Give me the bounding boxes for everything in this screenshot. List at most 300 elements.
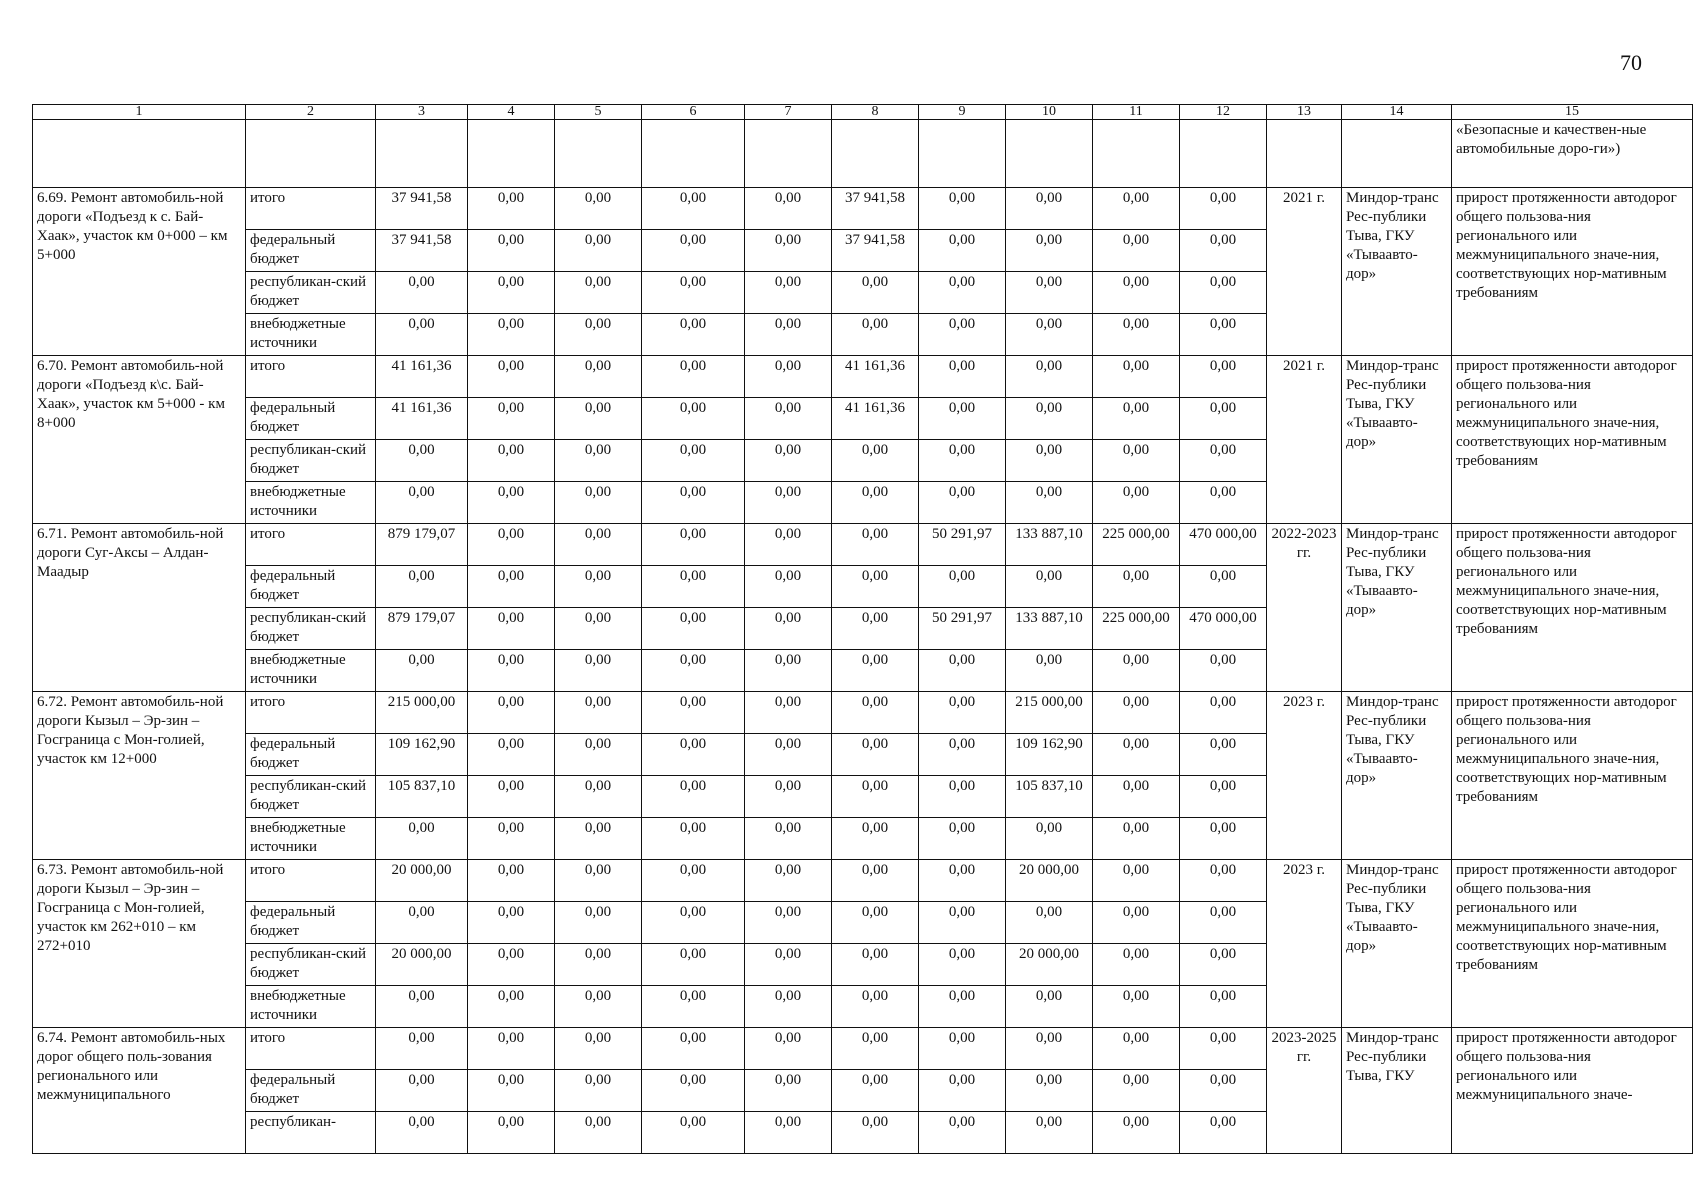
amount-cell: 0,00 — [832, 944, 919, 986]
amount-cell: 0,00 — [832, 482, 919, 524]
amount-cell: 0,00 — [1093, 230, 1180, 272]
amount-cell: 0,00 — [745, 482, 832, 524]
amount-cell: 133 887,10 — [1006, 608, 1093, 650]
funding-source-cell: итого — [246, 860, 376, 902]
amount-cell: 0,00 — [1093, 1112, 1180, 1154]
amount-cell: 0,00 — [745, 566, 832, 608]
amount-cell: 0,00 — [745, 734, 832, 776]
amount-cell: 0,00 — [642, 860, 745, 902]
executor-cell: Миндор-транс Рес-публики Тыва, ГКУ «Тываавто-дор» — [1342, 860, 1452, 1028]
amount-cell: 0,00 — [642, 902, 745, 944]
column-number-6: 6 — [642, 105, 745, 120]
amount-cell: 0,00 — [745, 944, 832, 986]
amount-cell: 0,00 — [919, 230, 1006, 272]
amount-cell: 879 179,07 — [376, 608, 468, 650]
amount-cell: 0,00 — [555, 398, 642, 440]
result-cell: прирост протяженности автодорог общего пользова-ния регионального или межмуниципального значе- — [1452, 1028, 1693, 1154]
amount-cell: 0,00 — [468, 692, 555, 734]
column-number-15: 15 — [1452, 105, 1693, 120]
amount-cell: 109 162,90 — [1006, 734, 1093, 776]
amount-cell: 20 000,00 — [376, 944, 468, 986]
amount-cell: 0,00 — [376, 440, 468, 482]
funding-source-cell: республикан- — [246, 1112, 376, 1154]
amount-cell: 0,00 — [745, 986, 832, 1028]
period-cell: 2021 г. — [1267, 188, 1342, 356]
amount-cell: 0,00 — [919, 1112, 1006, 1154]
amount-cell: 0,00 — [1006, 986, 1093, 1028]
amount-cell: 0,00 — [468, 230, 555, 272]
amount-cell: 0,00 — [555, 860, 642, 902]
amount-cell: 0,00 — [468, 1070, 555, 1112]
amount-cell: 0,00 — [745, 818, 832, 860]
budget-table — [32, 104, 1693, 1154]
amount-cell: 0,00 — [919, 902, 1006, 944]
amount-cell: 225 000,00 — [1093, 608, 1180, 650]
amount-cell: 0,00 — [555, 1070, 642, 1112]
funding-source-cell: итого — [246, 1028, 376, 1070]
amount-cell: 50 291,97 — [919, 524, 1006, 566]
amount-cell: 0,00 — [555, 734, 642, 776]
period-cell: 2023 г. — [1267, 860, 1342, 1028]
amount-cell: 0,00 — [1093, 734, 1180, 776]
funding-source-cell: республикан-ский бюджет — [246, 272, 376, 314]
amount-cell: 0,00 — [832, 440, 919, 482]
amount-cell: 0,00 — [919, 986, 1006, 1028]
amount-cell: 0,00 — [1093, 986, 1180, 1028]
column-number-5: 5 — [555, 105, 642, 120]
amount-cell: 0,00 — [642, 1028, 745, 1070]
amount-cell: 0,00 — [1093, 314, 1180, 356]
amount-cell: 0,00 — [1180, 440, 1267, 482]
amount-cell: 0,00 — [1006, 902, 1093, 944]
amount-cell: 0,00 — [642, 272, 745, 314]
amount-cell: 0,00 — [642, 986, 745, 1028]
result-cell: прирост протяженности автодорог общего пользова-ния регионального или межмуниципального значе-ния, соответствующих нор-мативным требованиям — [1452, 356, 1693, 524]
amount-cell: 0,00 — [1093, 1028, 1180, 1070]
funding-source-cell: республикан-ский бюджет — [246, 608, 376, 650]
project-title-cell: 6.72. Ремонт автомобиль-ной дороги Кызыл – Эр-зин – Госграница с Мон-голией, участок км 12+000 — [33, 692, 246, 860]
period-cell: 2021 г. — [1267, 356, 1342, 524]
amount-cell: 0,00 — [1093, 944, 1180, 986]
executor-cell: Миндор-транс Рес-публики Тыва, ГКУ «Тываавто-дор» — [1342, 356, 1452, 524]
amount-cell: 41 161,36 — [832, 398, 919, 440]
amount-cell: 0,00 — [1093, 1070, 1180, 1112]
amount-cell: 0,00 — [376, 986, 468, 1028]
table-row — [33, 860, 1693, 902]
funding-source-cell: внебюджетные источники — [246, 986, 376, 1028]
amount-cell: 879 179,07 — [376, 524, 468, 566]
table-row — [33, 692, 1693, 734]
funding-source-cell: федеральный бюджет — [246, 230, 376, 272]
funding-source-cell: федеральный бюджет — [246, 902, 376, 944]
amount-cell: 0,00 — [919, 734, 1006, 776]
column-number-11: 11 — [1093, 105, 1180, 120]
amount-cell: 0,00 — [555, 944, 642, 986]
amount-cell: 50 291,97 — [919, 608, 1006, 650]
amount-cell: 0,00 — [1006, 818, 1093, 860]
amount-cell: 0,00 — [468, 440, 555, 482]
amount-cell: 0,00 — [1180, 356, 1267, 398]
amount-cell: 0,00 — [745, 650, 832, 692]
amount-cell: 0,00 — [1180, 986, 1267, 1028]
amount-cell: 0,00 — [468, 734, 555, 776]
amount-cell: 20 000,00 — [1006, 860, 1093, 902]
column-number-4: 4 — [468, 105, 555, 120]
amount-cell: 470 000,00 — [1180, 608, 1267, 650]
period-cell: 2023 г. — [1267, 692, 1342, 860]
amount-cell: 0,00 — [919, 818, 1006, 860]
amount-cell: 0,00 — [1093, 692, 1180, 734]
amount-cell: 0,00 — [1180, 314, 1267, 356]
amount-cell: 0,00 — [555, 230, 642, 272]
amount-cell: 0,00 — [919, 1028, 1006, 1070]
amount-cell: 0,00 — [832, 1070, 919, 1112]
amount-cell: 41 161,36 — [832, 356, 919, 398]
amount-cell: 0,00 — [1093, 272, 1180, 314]
amount-cell: 0,00 — [642, 356, 745, 398]
project-title-cell: 6.74. Ремонт автомобиль-ных дорог общего поль-зования регионального или межмуниципального — [33, 1028, 246, 1154]
amount-cell: 0,00 — [1006, 230, 1093, 272]
table-row — [33, 1028, 1693, 1070]
amount-cell: 0,00 — [642, 1070, 745, 1112]
amount-cell: 0,00 — [642, 818, 745, 860]
amount-cell: 41 161,36 — [376, 356, 468, 398]
amount-cell: 0,00 — [1180, 1028, 1267, 1070]
amount-cell: 0,00 — [468, 524, 555, 566]
amount-cell: 0,00 — [832, 692, 919, 734]
amount-cell: 0,00 — [642, 566, 745, 608]
amount-cell: 0,00 — [1093, 356, 1180, 398]
amount-cell: 0,00 — [555, 650, 642, 692]
funding-source-cell: итого — [246, 524, 376, 566]
amount-cell: 0,00 — [745, 776, 832, 818]
column-number-10: 10 — [1006, 105, 1093, 120]
amount-cell: 0,00 — [1006, 398, 1093, 440]
amount-cell: 0,00 — [1093, 188, 1180, 230]
amount-cell: 0,00 — [376, 902, 468, 944]
amount-cell: 0,00 — [1180, 650, 1267, 692]
amount-cell: 0,00 — [1093, 902, 1180, 944]
amount-cell: 470 000,00 — [1180, 524, 1267, 566]
amount-cell: 0,00 — [555, 902, 642, 944]
amount-cell: 0,00 — [555, 440, 642, 482]
column-number-7: 7 — [745, 105, 832, 120]
amount-cell: 0,00 — [919, 314, 1006, 356]
amount-cell: 0,00 — [745, 272, 832, 314]
amount-cell: 0,00 — [745, 356, 832, 398]
funding-source-cell: республикан-ский бюджет — [246, 944, 376, 986]
amount-cell: 0,00 — [745, 860, 832, 902]
amount-cell: 0,00 — [642, 776, 745, 818]
amount-cell: 0,00 — [1180, 482, 1267, 524]
result-cell: прирост протяженности автодорог общего пользова-ния регионального или межмуниципального значе-ния, соответствующих нор-мативным требованиям — [1452, 692, 1693, 860]
amount-cell: 0,00 — [1180, 188, 1267, 230]
amount-cell: 0,00 — [1006, 482, 1093, 524]
column-number-8: 8 — [832, 105, 919, 120]
project-title-cell: 6.69. Ремонт автомобиль-ной дороги «Подъезд к с. Бай-Хаак», участок км 0+000 – км 5+000 — [33, 188, 246, 356]
amount-cell: 0,00 — [745, 398, 832, 440]
amount-cell: 0,00 — [745, 692, 832, 734]
amount-cell: 0,00 — [555, 272, 642, 314]
amount-cell: 0,00 — [832, 734, 919, 776]
project-title-cell: 6.73. Ремонт автомобиль-ной дороги Кызыл – Эр-зин – Госграница с Мон-голией, участок км 262+010 – км 272+010 — [33, 860, 246, 1028]
amount-cell: 0,00 — [745, 1070, 832, 1112]
amount-cell: 0,00 — [1180, 272, 1267, 314]
amount-cell: 0,00 — [468, 188, 555, 230]
amount-cell: 0,00 — [468, 272, 555, 314]
amount-cell: 0,00 — [555, 608, 642, 650]
amount-cell: 0,00 — [919, 1070, 1006, 1112]
column-number-2: 2 — [246, 105, 376, 120]
amount-cell: 0,00 — [919, 860, 1006, 902]
amount-cell: 0,00 — [468, 1028, 555, 1070]
funding-source-cell: итого — [246, 692, 376, 734]
amount-cell: 0,00 — [468, 944, 555, 986]
amount-cell: 109 162,90 — [376, 734, 468, 776]
amount-cell: 0,00 — [745, 314, 832, 356]
amount-cell: 0,00 — [1006, 1070, 1093, 1112]
amount-cell: 20 000,00 — [1006, 944, 1093, 986]
table-row — [33, 188, 1693, 230]
amount-cell: 133 887,10 — [1006, 524, 1093, 566]
amount-cell: 0,00 — [832, 860, 919, 902]
executor-cell: Миндор-транс Рес-публики Тыва, ГКУ «Тываавто-дор» — [1342, 692, 1452, 860]
amount-cell: 0,00 — [745, 524, 832, 566]
amount-cell: 41 161,36 — [376, 398, 468, 440]
funding-source-cell: республикан-ский бюджет — [246, 776, 376, 818]
result-cell: прирост протяженности автодорог общего пользова-ния регионального или межмуниципального значе-ния, соответствующих нор-мативным требованиям — [1452, 524, 1693, 692]
amount-cell: 0,00 — [555, 1028, 642, 1070]
amount-cell: 0,00 — [745, 1112, 832, 1154]
amount-cell: 0,00 — [919, 398, 1006, 440]
amount-cell: 0,00 — [1180, 776, 1267, 818]
column-number-1: 1 — [33, 105, 246, 120]
amount-cell: 0,00 — [745, 1028, 832, 1070]
amount-cell: 0,00 — [642, 188, 745, 230]
amount-cell: 0,00 — [555, 524, 642, 566]
amount-cell: 37 941,58 — [832, 230, 919, 272]
page-number: 70 — [1620, 50, 1642, 75]
column-number-3: 3 — [376, 105, 468, 120]
amount-cell: 0,00 — [832, 1028, 919, 1070]
amount-cell: 0,00 — [1180, 1112, 1267, 1154]
amount-cell: 0,00 — [745, 188, 832, 230]
amount-cell: 0,00 — [919, 482, 1006, 524]
amount-cell: 0,00 — [832, 986, 919, 1028]
funding-source-cell: внебюджетные источники — [246, 818, 376, 860]
amount-cell: 0,00 — [376, 272, 468, 314]
amount-cell: 0,00 — [832, 1112, 919, 1154]
amount-cell: 20 000,00 — [376, 860, 468, 902]
amount-cell: 0,00 — [1006, 188, 1093, 230]
amount-cell: 105 837,10 — [376, 776, 468, 818]
amount-cell: 0,00 — [1093, 776, 1180, 818]
amount-cell: 0,00 — [1093, 440, 1180, 482]
amount-cell: 0,00 — [468, 356, 555, 398]
amount-cell: 0,00 — [376, 1028, 468, 1070]
amount-cell: 0,00 — [642, 482, 745, 524]
amount-cell: 0,00 — [832, 272, 919, 314]
amount-cell: 0,00 — [642, 608, 745, 650]
amount-cell: 0,00 — [832, 776, 919, 818]
amount-cell: 0,00 — [555, 1112, 642, 1154]
amount-cell: 0,00 — [1006, 314, 1093, 356]
column-number-9: 9 — [919, 105, 1006, 120]
amount-cell: 0,00 — [555, 776, 642, 818]
amount-cell: 0,00 — [642, 398, 745, 440]
funding-source-cell: федеральный бюджет — [246, 566, 376, 608]
amount-cell: 0,00 — [555, 986, 642, 1028]
amount-cell: 0,00 — [832, 566, 919, 608]
amount-cell: 0,00 — [1180, 944, 1267, 986]
amount-cell: 0,00 — [376, 314, 468, 356]
amount-cell: 0,00 — [1093, 398, 1180, 440]
amount-cell: 0,00 — [1093, 650, 1180, 692]
amount-cell: 0,00 — [468, 860, 555, 902]
amount-cell: 0,00 — [468, 314, 555, 356]
amount-cell: 0,00 — [919, 188, 1006, 230]
project-title-cell: 6.70. Ремонт автомобиль-ной дороги «Подъезд к\с. Бай-Хаак», участок км 5+000 - км 8+000 — [33, 356, 246, 524]
amount-cell: 0,00 — [555, 356, 642, 398]
amount-cell: 0,00 — [1006, 1112, 1093, 1154]
amount-cell: 0,00 — [555, 188, 642, 230]
amount-cell: 0,00 — [1180, 902, 1267, 944]
amount-cell: 0,00 — [555, 566, 642, 608]
funding-source-cell: федеральный бюджет — [246, 734, 376, 776]
amount-cell: 0,00 — [832, 818, 919, 860]
funding-source-cell: федеральный бюджет — [246, 398, 376, 440]
amount-cell: 0,00 — [745, 230, 832, 272]
intro-row — [33, 120, 1693, 188]
funding-source-cell: внебюджетные источники — [246, 650, 376, 692]
amount-cell: 0,00 — [642, 524, 745, 566]
amount-cell: 0,00 — [1180, 398, 1267, 440]
amount-cell: 0,00 — [468, 482, 555, 524]
amount-cell: 105 837,10 — [1006, 776, 1093, 818]
column-number-14: 14 — [1342, 105, 1452, 120]
amount-cell: 0,00 — [468, 776, 555, 818]
funding-source-cell: итого — [246, 356, 376, 398]
amount-cell: 0,00 — [468, 818, 555, 860]
funding-source-cell: внебюджетные источники — [246, 314, 376, 356]
amount-cell: 0,00 — [832, 608, 919, 650]
amount-cell: 37 941,58 — [832, 188, 919, 230]
amount-cell: 0,00 — [642, 734, 745, 776]
period-cell: 2023-2025 гг. — [1267, 1028, 1342, 1154]
amount-cell: 0,00 — [919, 566, 1006, 608]
column-number-12: 12 — [1180, 105, 1267, 120]
amount-cell: 215 000,00 — [376, 692, 468, 734]
amount-cell: 0,00 — [376, 650, 468, 692]
funding-source-cell: итого — [246, 188, 376, 230]
amount-cell: 0,00 — [745, 902, 832, 944]
amount-cell: 0,00 — [468, 566, 555, 608]
executor-cell: Миндор-транс Рес-публики Тыва, ГКУ — [1342, 1028, 1452, 1154]
amount-cell: 0,00 — [1006, 650, 1093, 692]
amount-cell: 0,00 — [376, 1112, 468, 1154]
amount-cell: 0,00 — [468, 986, 555, 1028]
amount-cell: 0,00 — [745, 440, 832, 482]
amount-cell: 0,00 — [642, 440, 745, 482]
amount-cell: 0,00 — [642, 650, 745, 692]
funding-source-cell: внебюджетные источники — [246, 482, 376, 524]
executor-cell: Миндор-транс Рес-публики Тыва, ГКУ «Тываавто-дор» — [1342, 524, 1452, 692]
amount-cell: 0,00 — [1006, 566, 1093, 608]
amount-cell: 0,00 — [1180, 734, 1267, 776]
amount-cell: 0,00 — [919, 650, 1006, 692]
amount-cell: 0,00 — [1180, 230, 1267, 272]
amount-cell: 0,00 — [642, 692, 745, 734]
amount-cell: 0,00 — [642, 314, 745, 356]
amount-cell: 0,00 — [1180, 860, 1267, 902]
amount-cell: 0,00 — [1093, 860, 1180, 902]
amount-cell: 0,00 — [1093, 566, 1180, 608]
amount-cell: 0,00 — [468, 902, 555, 944]
amount-cell: 0,00 — [919, 944, 1006, 986]
amount-cell: 0,00 — [1006, 356, 1093, 398]
amount-cell: 0,00 — [468, 608, 555, 650]
executor-cell: Миндор-транс Рес-публики Тыва, ГКУ «Тываавто-дор» — [1342, 188, 1452, 356]
column-number-13: 13 — [1267, 105, 1342, 120]
amount-cell: 0,00 — [1180, 566, 1267, 608]
amount-cell: 215 000,00 — [1006, 692, 1093, 734]
amount-cell: 0,00 — [832, 314, 919, 356]
amount-cell: 0,00 — [1180, 692, 1267, 734]
column-number-row — [33, 105, 1693, 120]
amount-cell: 0,00 — [468, 398, 555, 440]
amount-cell: 0,00 — [555, 482, 642, 524]
amount-cell: 0,00 — [832, 902, 919, 944]
amount-cell: 0,00 — [919, 440, 1006, 482]
amount-cell: 0,00 — [745, 608, 832, 650]
amount-cell: 0,00 — [832, 524, 919, 566]
amount-cell: 0,00 — [919, 692, 1006, 734]
funding-source-cell: федеральный бюджет — [246, 1070, 376, 1112]
amount-cell: 0,00 — [1006, 440, 1093, 482]
amount-cell: 0,00 — [642, 944, 745, 986]
amount-cell: 0,00 — [376, 1070, 468, 1112]
project-title-cell: 6.71. Ремонт автомобиль-ной дороги Суг-Аксы – Алдан-Маадыр — [33, 524, 246, 692]
amount-cell: 0,00 — [832, 650, 919, 692]
amount-cell: 0,00 — [1093, 818, 1180, 860]
result-cell: прирост протяженности автодорог общего пользова-ния регионального или межмуниципального значе-ния, соответствующих нор-мативным требованиям — [1452, 188, 1693, 356]
result-cell: прирост протяженности автодорог общего пользова-ния регионального или межмуниципального значе-ния, соответствующих нор-мативным требованиям — [1452, 860, 1693, 1028]
amount-cell: 0,00 — [376, 482, 468, 524]
amount-cell: 0,00 — [919, 356, 1006, 398]
table-row — [33, 524, 1693, 566]
amount-cell: 0,00 — [376, 818, 468, 860]
amount-cell: 37 941,58 — [376, 230, 468, 272]
amount-cell: 0,00 — [1006, 272, 1093, 314]
amount-cell: 0,00 — [642, 1112, 745, 1154]
amount-cell: 0,00 — [555, 692, 642, 734]
amount-cell: 0,00 — [1006, 1028, 1093, 1070]
funding-source-cell: республикан-ский бюджет — [246, 440, 376, 482]
amount-cell: 0,00 — [642, 230, 745, 272]
table-row — [33, 356, 1693, 398]
period-cell: 2022-2023 гг. — [1267, 524, 1342, 692]
amount-cell: 225 000,00 — [1093, 524, 1180, 566]
amount-cell: 0,00 — [919, 272, 1006, 314]
amount-cell: 0,00 — [376, 566, 468, 608]
amount-cell: 0,00 — [468, 1112, 555, 1154]
amount-cell: 0,00 — [1180, 1070, 1267, 1112]
amount-cell: 0,00 — [1180, 818, 1267, 860]
amount-cell: 37 941,58 — [376, 188, 468, 230]
amount-cell: 0,00 — [555, 818, 642, 860]
amount-cell: 0,00 — [1093, 482, 1180, 524]
intro-result-cell: «Безопасные и качествен-ные автомобильные доро-ги») — [1452, 120, 1693, 188]
